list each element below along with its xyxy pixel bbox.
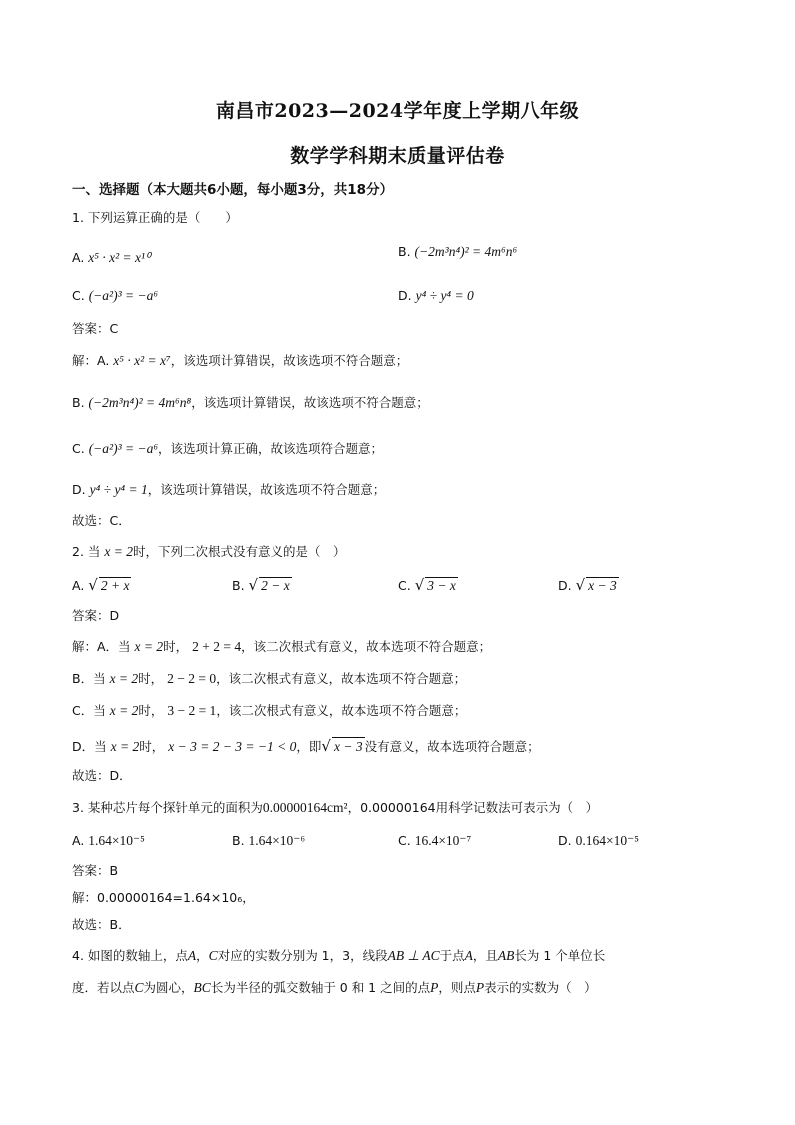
q1-option-a — [72, 250, 150, 266]
q2-solution-d-pre: D．当 — [72, 739, 107, 754]
q2-solution-d-post: 没有意义，故本选项符合题意； — [364, 739, 540, 754]
q3-option-b — [232, 833, 305, 849]
q1-solution-a-text: ，该选项计算错误，故该选项不符合题意； — [170, 353, 409, 368]
sqrt-icon: √ — [88, 576, 98, 594]
q2-stem — [72, 543, 346, 561]
q2-option-d-label: D. — [558, 578, 572, 593]
q2-option-b-label: B. — [232, 578, 245, 593]
q1-solution-d-math: y⁴ ÷ y⁴ = 1 — [89, 482, 148, 497]
q2-solution-d-mid: 时， — [139, 739, 165, 754]
q3-option-b-label: B. — [232, 833, 245, 848]
q1-solution-c-math: (−a²)³ = −a⁶ — [88, 441, 159, 456]
q3-stem-math: 0.00000164cm² — [262, 800, 348, 815]
q2-solution-d — [72, 737, 540, 756]
q3-option-c-math: 16.4×10⁻⁷ — [414, 833, 472, 848]
q2-solution-c-math1: x = 2 — [109, 703, 139, 718]
q3-solution: 解：0.00000164=1.64×10₆， — [72, 890, 255, 905]
q1-option-d-label: D. — [398, 288, 412, 303]
q1-solution-c-text: ，该选项计算正确，故该选项符合题意； — [158, 441, 384, 456]
q2-solution-a-mid: 时， — [163, 639, 189, 654]
q4-text: 度．若以点 — [72, 980, 135, 995]
q4-math-a: A — [187, 948, 197, 963]
sqrt-icon: √ — [248, 576, 259, 594]
q4-stem-line-1 — [72, 947, 605, 965]
q2-option-a-label: A. — [72, 578, 85, 593]
q1-solution-d-text: ，该选项计算错误，故该选项不符合题意； — [147, 482, 386, 497]
q3-option-b-math: 1.64×10⁻⁶ — [248, 833, 306, 848]
q4-text: 对应的实数分别为 1，3，线段 — [217, 948, 388, 963]
q1-solution-b-text: ，该选项计算错误，故该选项不符合题意； — [191, 395, 429, 410]
q2-solution-c — [72, 702, 466, 720]
q3-stem-pre: 3. 某种芯片每个探针单元的面积为 — [72, 800, 263, 815]
q2-solution-a-post: ，该二次根式有意义，故本选项不符合题意； — [241, 639, 492, 654]
q4-math-p: P — [430, 980, 439, 995]
q2-solution-d-mid2: ，即 — [296, 739, 322, 754]
q1-option-c — [72, 288, 158, 304]
q2-answer: 答案：D — [72, 608, 120, 623]
q4-math-perp: AB ⊥ AC — [387, 948, 440, 963]
q3-answer: 答案：B — [72, 863, 119, 878]
q1-solution-d-label: D. — [72, 482, 86, 497]
q1-solution-d — [72, 481, 385, 499]
title-line-2: 数学学科期末质量评估卷 — [290, 145, 505, 167]
q4-math-p: P — [475, 980, 485, 995]
q2-option-b-radicand: 2 − x — [261, 578, 290, 593]
q2-solution-c-mid: 时， — [138, 703, 164, 718]
q1-solution-a — [72, 352, 408, 370]
q4-text: 于点 — [439, 948, 465, 963]
q4-text: 长为半径的弧交数轴于 0 和 1 之间的点 — [210, 980, 431, 995]
q1-option-c-label: C. — [72, 288, 85, 303]
sqrt-icon: √ — [321, 737, 331, 755]
q1-option-d-math: y⁴ ÷ y⁴ = 0 — [415, 288, 474, 303]
q2-option-a-radicand: 2 + x — [100, 578, 130, 593]
q2-option-c-label: C. — [398, 578, 411, 593]
q3-option-a-label: A. — [72, 833, 85, 848]
q3-stem — [72, 799, 598, 817]
q1-answer: 答案：C — [72, 321, 119, 336]
q4-text: 4. 如图的数轴上，点 — [72, 948, 188, 963]
sqrt-icon: √ — [575, 576, 586, 594]
q1-solution-b-math: (−2m³n⁴)² = 4m⁶n⁸ — [88, 395, 192, 410]
q2-solution-c-math2: 3 − 2 = 1 — [167, 703, 217, 718]
q2-solution-d-radicand: x − 3 — [333, 739, 363, 754]
q4-text: 长为 1 个单位长 — [514, 948, 606, 963]
sqrt-icon: √ — [414, 576, 425, 594]
q2-solution-d-math2: x − 3 = 2 − 3 = −1 < 0 — [168, 739, 297, 754]
q4-math-a: A — [464, 948, 473, 963]
q4-math-bc: BC — [193, 980, 211, 995]
q3-option-a — [72, 833, 145, 849]
q2-solution-b — [72, 670, 466, 688]
q4-text: ， — [196, 948, 209, 963]
q1-solution-a-label: 解：A. — [72, 353, 110, 368]
q2-conclusion: 故选：D． — [72, 768, 132, 783]
q1-option-b — [398, 244, 517, 260]
q3-option-d-label: D. — [558, 833, 572, 848]
q1-option-c-math: (−a²)³ = −a⁶ — [88, 288, 159, 303]
q2-option-d-radicand: x − 3 — [588, 578, 617, 593]
q1-stem: 1. 下列运算正确的是（ ） — [72, 210, 238, 225]
q2-solution-a — [72, 638, 491, 656]
q2-stem-math: x = 2 — [104, 544, 133, 559]
q2-option-c-radicand: 3 − x — [427, 578, 456, 593]
q2-stem-pre: 2. 当 — [72, 544, 101, 559]
q2-solution-b-post: ，该二次根式有意义，故本选项不符合题意； — [216, 671, 467, 686]
q1-solution-a-math: x⁵ · x² = x⁷ — [113, 353, 171, 368]
q2-option-c — [398, 576, 458, 594]
q1-option-b-math: (−2m³n⁴)² = 4m⁶n⁶ — [414, 244, 518, 259]
q1-option-b-label: B. — [398, 244, 411, 259]
q1-solution-b — [72, 394, 429, 412]
q3-option-d-math: 0.164×10⁻⁵ — [575, 833, 639, 848]
q3-option-a-math: 1.64×10⁻⁵ — [88, 833, 145, 848]
q3-conclusion: 故选：B． — [72, 917, 131, 932]
q2-solution-a-math1: x = 2 — [134, 639, 164, 654]
q2-solution-c-pre: C．当 — [72, 703, 106, 718]
q1-conclusion: 故选：C． — [72, 513, 131, 528]
q2-solution-b-math2: 2 − 2 = 0 — [167, 671, 217, 686]
q2-solution-d-math1: x = 2 — [110, 739, 140, 754]
q2-solution-a-math2: 2 + 2 = 4 — [192, 639, 242, 654]
q2-solution-b-mid: 时， — [138, 671, 164, 686]
q1-solution-b-label: B. — [72, 395, 85, 410]
q1-option-a-math: x⁵ · x² = x¹⁰ — [88, 250, 151, 265]
q1-option-a-label: A. — [72, 250, 85, 265]
q2-option-b — [232, 576, 292, 594]
q1-option-d — [398, 288, 474, 304]
q2-solution-a-pre: 解：A．当 — [72, 639, 131, 654]
q2-option-a — [72, 576, 131, 594]
q4-math-c: C — [134, 980, 144, 995]
q4-text: 为圆心， — [143, 980, 194, 995]
q2-solution-b-math1: x = 2 — [109, 671, 139, 686]
q2-stem-post: 时，下列二次根式没有意义的是（ ） — [133, 544, 346, 559]
q3-option-d — [558, 833, 639, 849]
q4-text: ，则点 — [438, 980, 476, 995]
q2-option-d — [558, 576, 619, 594]
q3-option-c — [398, 833, 471, 849]
q3-option-c-label: C. — [398, 833, 411, 848]
q4-math-ab: AB — [497, 948, 515, 963]
q2-solution-c-post: ，该二次根式有意义，故本选项不符合题意； — [216, 703, 467, 718]
q4-text: 表示的实数为（ ） — [484, 980, 597, 995]
q1-solution-c — [72, 440, 383, 458]
q4-text: ，且 — [472, 948, 498, 963]
q4-math-c: C — [208, 948, 218, 963]
q1-solution-c-label: C. — [72, 441, 85, 456]
section-heading: 一、选择题（本大题共6小题，每小题3分，共18分） — [72, 182, 394, 198]
title-line-1: 南昌市2023—2024学年度上学期八年级 — [215, 100, 580, 122]
q2-solution-b-pre: B．当 — [72, 671, 106, 686]
q4-stem-line-2 — [72, 979, 597, 997]
q3-stem-post: ，0.00000164用科学记数法可表示为（ ） — [347, 800, 599, 815]
